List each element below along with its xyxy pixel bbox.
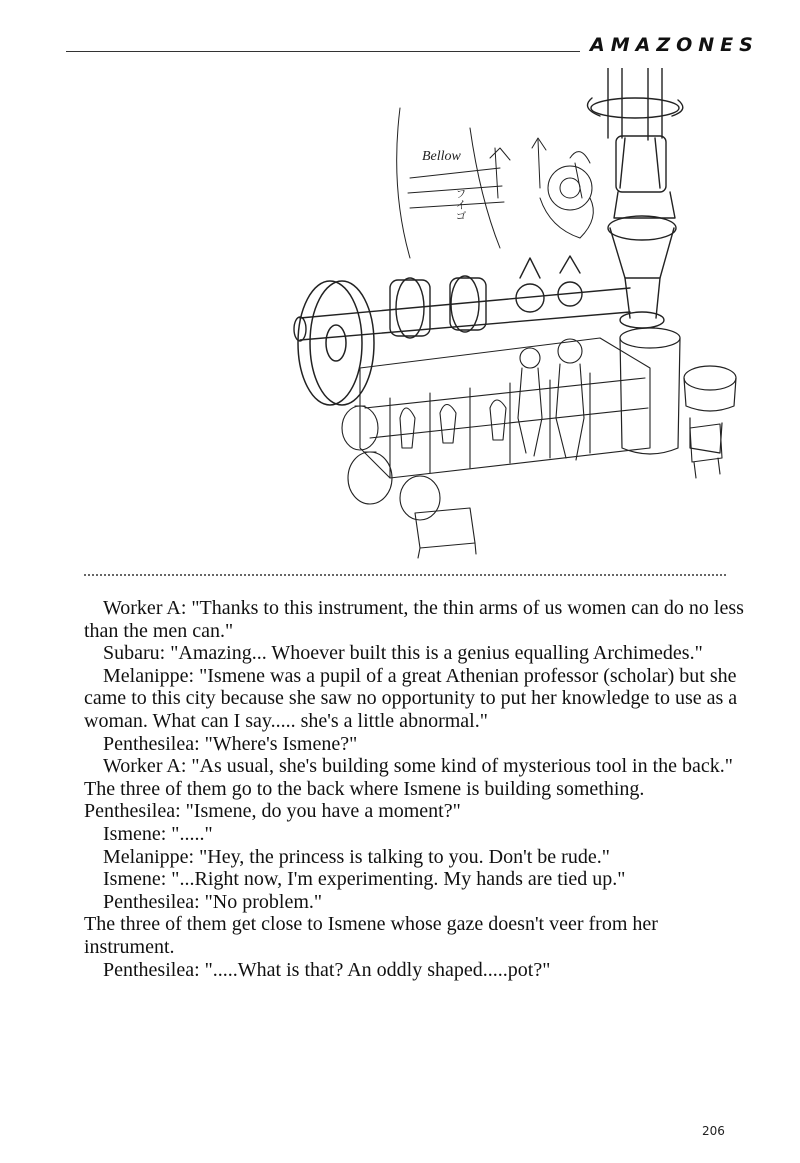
worker-figures — [518, 339, 584, 460]
dotted-separator — [84, 574, 726, 576]
bellow-label: Bellow — [422, 149, 461, 164]
bellows-sketch — [397, 108, 594, 258]
furnace-pot — [620, 328, 736, 454]
dialog-paragraph: Worker A: "Thanks to this instrument, the thin arms of us women can do no less than the men can." — [84, 597, 744, 642]
dialog-paragraph: Penthesilea: ".....What is that? An oddly shaped.....pot?" — [103, 958, 551, 981]
dialog-paragraph: Melanippe: "Hey, the princess is talking to you. Don't be rude." — [103, 845, 610, 868]
body-text — [84, 597, 744, 981]
bellow-katakana-label: フイゴ — [454, 188, 466, 221]
box-sketch — [415, 508, 476, 558]
dialog-paragraph: Subaru: "Amazing... Whoever built this is a genius equalling Archimedes." — [103, 642, 703, 665]
page-number: 206 — [702, 1124, 725, 1138]
jars-sketch — [342, 406, 440, 520]
dialog-paragraph: Penthesilea: "No problem." — [103, 890, 323, 913]
flywheel-sketch — [298, 281, 374, 405]
machine-frame — [360, 338, 650, 478]
dialog-paragraph: Melanippe: "Ismene was a pupil of a great Athenian professor (scholar) but she came to this city because she saw no opportunity to put her knowledge to use as a woman. What can I say..... she's a little abnormal." — [84, 664, 738, 732]
header-title: AMAZONES — [590, 34, 759, 56]
dialog-paragraph: Ismene: "....." — [103, 822, 213, 845]
horizontal-shaft — [294, 256, 630, 341]
drive-shaft — [588, 68, 683, 328]
dialog-paragraph: Penthesilea: "Where's Ismene?" — [103, 732, 358, 755]
narration-paragraph: The three of them get close to Ismene whose gaze doesn't veer from her instrument. — [84, 913, 658, 958]
narration-paragraph: The three of them go to the back where Ismene is building something. — [84, 777, 645, 800]
machine-sketch-illustration — [270, 68, 750, 568]
dialog-paragraph: Ismene: "...Right now, I'm experimenting. My hands are tied up." — [103, 868, 626, 891]
narration-paragraph: Penthesilea: "Ismene, do you have a moment?" — [84, 800, 461, 823]
header-rule — [66, 51, 580, 52]
dialog-paragraph: Worker A: "As usual, she's building some kind of mysterious tool in the back." — [103, 755, 733, 778]
